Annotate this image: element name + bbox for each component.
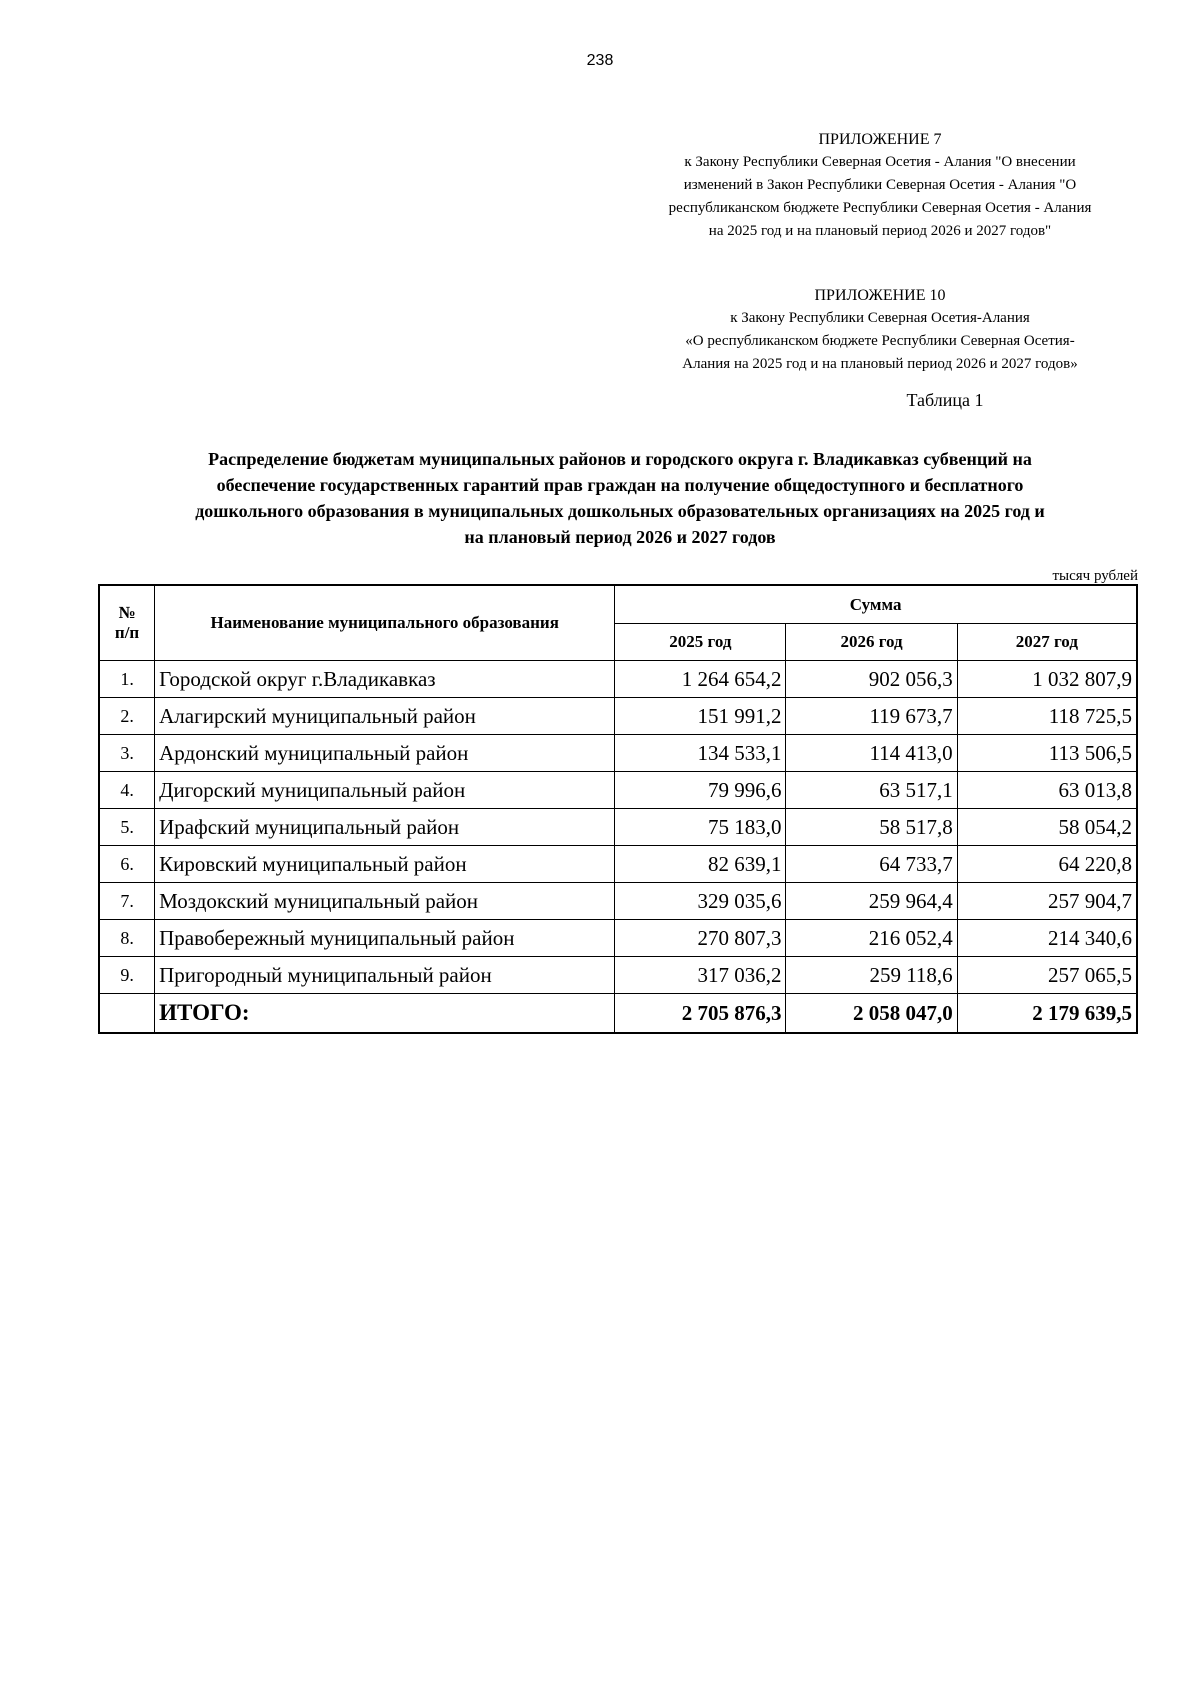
total-number-cell: [99, 994, 155, 1034]
total-value-2026: 2 058 047,0: [786, 994, 957, 1034]
appendix-7-title: ПРИЛОЖЕНИЕ 7: [818, 131, 942, 148]
header-sum: Сумма: [615, 585, 1137, 624]
row-value-2025: 79 996,6: [615, 772, 786, 809]
table-header-row: [99, 585, 1137, 624]
row-value-2026: 259 964,4: [786, 883, 957, 920]
row-value-2027: 257 904,7: [957, 883, 1137, 920]
header-name: Наименование муниципального образования: [155, 585, 615, 661]
table-row: [99, 772, 1137, 809]
row-value-2027: 64 220,8: [957, 846, 1137, 883]
row-name: Кировский муниципальный район: [155, 846, 615, 883]
row-name: Ардонский муниципальный район: [155, 735, 615, 772]
row-value-2026: 58 517,8: [786, 809, 957, 846]
row-value-2025: 151 991,2: [615, 698, 786, 735]
table-row: [99, 661, 1137, 698]
total-label: ИТОГО:: [155, 994, 615, 1034]
row-value-2027: 118 725,5: [957, 698, 1137, 735]
row-number: 8.: [99, 920, 155, 957]
row-value-2025: 134 533,1: [615, 735, 786, 772]
title-line: на плановый период 2026 и 2027 годов: [464, 527, 776, 547]
appendix-10-line: Алания на 2025 год и на плановый период 2026 и 2027 годов»: [682, 356, 1078, 372]
row-value-2025: 270 807,3: [615, 920, 786, 957]
units-label: тысяч рублей: [1052, 568, 1138, 584]
header-number-line: №: [118, 603, 136, 622]
row-name: Дигорский муниципальный район: [155, 772, 615, 809]
row-name: Алагирский муниципальный район: [155, 698, 615, 735]
appendix-7-line: к Закону Республики Северная Осетия - Алания "О внесении: [684, 154, 1076, 170]
appendix-7-line: на 2025 год и на плановый период 2026 и 2027 годов": [708, 223, 1052, 239]
table-label: Таблица 1: [906, 390, 984, 410]
header-number-line: п/п: [114, 623, 140, 642]
row-name: Городской округ г.Владикавказ: [155, 661, 615, 698]
header-year-2025: 2025 год: [615, 624, 786, 661]
total-value-2027: 2 179 639,5: [957, 994, 1137, 1034]
row-value-2026: 63 517,1: [786, 772, 957, 809]
page-number: 238: [586, 52, 614, 69]
table-row: [99, 957, 1137, 994]
subvention-table: [98, 584, 1138, 1034]
row-value-2026: 119 673,7: [786, 698, 957, 735]
title-line: Распределение бюджетам муниципальных районов и городского округа г. Владикавказ субвенций на: [208, 449, 1032, 469]
table-row: [99, 809, 1137, 846]
row-value-2027: 1 032 807,9: [957, 661, 1137, 698]
row-value-2027: 58 054,2: [957, 809, 1137, 846]
row-number: 7.: [99, 883, 155, 920]
table-row: [99, 920, 1137, 957]
row-value-2025: 1 264 654,2: [615, 661, 786, 698]
row-name: Правобережный муниципальный район: [155, 920, 615, 957]
appendix-10-header: [630, 284, 1130, 376]
header-year-2026: 2026 год: [786, 624, 957, 661]
row-value-2025: 75 183,0: [615, 809, 786, 846]
document-title: [100, 446, 1140, 550]
row-value-2027: 214 340,6: [957, 920, 1137, 957]
row-number: 6.: [99, 846, 155, 883]
row-value-2025: 82 639,1: [615, 846, 786, 883]
row-value-2027: 113 506,5: [957, 735, 1137, 772]
header-number: [99, 585, 155, 661]
row-name: Моздокский муниципальный район: [155, 883, 615, 920]
table-row: [99, 735, 1137, 772]
row-name: Ирафский муниципальный район: [155, 809, 615, 846]
table-row: [99, 883, 1137, 920]
row-number: 5.: [99, 809, 155, 846]
row-value-2026: 216 052,4: [786, 920, 957, 957]
row-number: 2.: [99, 698, 155, 735]
total-value-2025: 2 705 876,3: [615, 994, 786, 1034]
row-value-2027: 63 013,8: [957, 772, 1137, 809]
row-number: 1.: [99, 661, 155, 698]
row-value-2027: 257 065,5: [957, 957, 1137, 994]
table-row: [99, 846, 1137, 883]
row-value-2026: 902 056,3: [786, 661, 957, 698]
row-name: Пригородный муниципальный район: [155, 957, 615, 994]
total-row: [99, 994, 1137, 1034]
table-row: [99, 698, 1137, 735]
appendix-10-line: «О республиканском бюджете Республики Северная Осетия-: [685, 333, 1075, 349]
row-value-2026: 114 413,0: [786, 735, 957, 772]
appendix-7-line: изменений в Закон Республики Северная Осетия - Алания "О: [683, 177, 1077, 193]
appendix-10-title: ПРИЛОЖЕНИЕ 10: [814, 287, 946, 304]
header-year-2027: 2027 год: [957, 624, 1137, 661]
row-value-2025: 317 036,2: [615, 957, 786, 994]
row-value-2026: 64 733,7: [786, 846, 957, 883]
appendix-7-line: республиканском бюджете Республики Северная Осетия - Алания: [668, 200, 1092, 216]
appendix-7-header: [620, 128, 1140, 243]
appendix-10-line: к Закону Республики Северная Осетия-Алания: [730, 310, 1030, 326]
row-number: 3.: [99, 735, 155, 772]
row-value-2025: 329 035,6: [615, 883, 786, 920]
row-number: 4.: [99, 772, 155, 809]
row-value-2026: 259 118,6: [786, 957, 957, 994]
title-line: дошкольного образования в муниципальных дошкольных образовательных организациях на 2025 год и: [195, 501, 1045, 521]
title-line: обеспечение государственных гарантий прав граждан на получение общедоступного и бесплатного: [216, 475, 1024, 495]
row-number: 9.: [99, 957, 155, 994]
